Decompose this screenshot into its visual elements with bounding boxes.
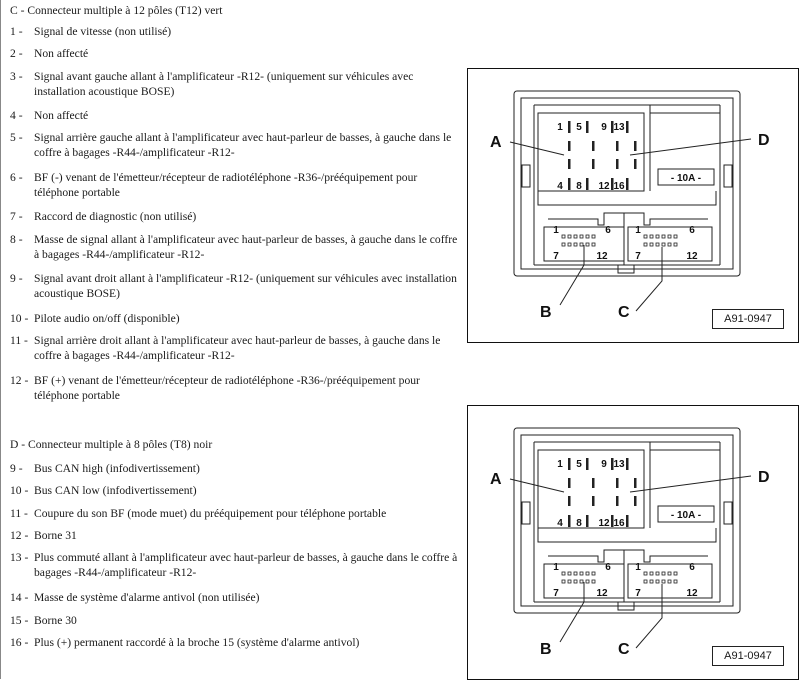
pin-number: 11 - — [10, 334, 28, 347]
pin-item — [10, 24, 465, 39]
pin-number: 14 - — [10, 591, 29, 604]
pin-label: 16 — [613, 181, 625, 192]
pin-item — [10, 461, 465, 476]
callout-b-label: B — [540, 304, 552, 321]
pin-number: 10 - — [10, 312, 29, 325]
pin-number: 8 - — [10, 233, 23, 246]
pin-label: 12 — [598, 181, 610, 192]
pin-label: 6 — [605, 225, 611, 236]
pin-number: 9 - — [10, 462, 23, 475]
pin-item — [10, 130, 465, 160]
connector-figure — [467, 405, 799, 680]
callout-b-label: B — [540, 641, 552, 658]
pin-description: Signal avant gauche allant à l'amplificateur -R12- (uniquement sur véhicules avec installation acoustique BOSE) — [34, 70, 414, 98]
pin-label: 6 — [689, 225, 695, 236]
pin-label: 8 — [576, 181, 582, 192]
pin-description: Signal arrière droit allant à l'amplificateur avec haut-parleur de basses, à gauche dans le coffre à bagages -R44-/amplificateur -R12- — [34, 334, 441, 362]
fuse-label: - 10A - — [670, 510, 702, 521]
pin-item — [10, 46, 465, 61]
callout-d-label: D — [758, 132, 770, 149]
pin-label: 12 — [598, 518, 610, 529]
pin-label: 9 — [601, 459, 607, 470]
pin-number: 7 - — [10, 210, 23, 223]
pin-label: 1 — [553, 562, 559, 573]
connector-diagram — [468, 69, 798, 342]
connector-diagram — [468, 406, 798, 679]
pin-label: 1 — [635, 225, 641, 236]
pin-description: Signal avant droit allant à l'amplificateur -R12- (uniquement sur véhicules avec installation acoustique BOSE) — [34, 272, 457, 300]
pin-item — [10, 635, 465, 650]
connector-bc-pin-holes — [562, 235, 677, 246]
callout-a-label: A — [490, 471, 502, 488]
pin-description: Non affecté — [34, 47, 89, 60]
pin-label: 5 — [576, 122, 582, 133]
pin-item — [10, 170, 465, 200]
pin-label: 7 — [635, 588, 641, 599]
section-c-title: C - Connecteur multiple à 12 pôles (T12) vert — [10, 4, 223, 17]
pin-item — [10, 373, 465, 403]
pin-number: 9 - — [10, 272, 23, 285]
pin-item — [10, 483, 465, 498]
pin-label: 4 — [557, 518, 563, 529]
pin-item — [10, 232, 465, 262]
pin-number: 2 - — [10, 47, 23, 60]
callout-lines — [510, 476, 751, 648]
pin-item — [10, 333, 465, 363]
pin-label: 7 — [553, 251, 559, 262]
fuse-label: - 10A - — [670, 173, 702, 184]
pin-item — [10, 613, 465, 628]
figure-reference: A91-0947 — [712, 646, 784, 666]
pin-label: 5 — [576, 459, 582, 470]
pin-label: 13 — [613, 459, 625, 470]
pin-description: BF (-) venant de l'émetteur/récepteur de radiotéléphone -R36-/prééquipement pour téléphone portable — [34, 171, 418, 199]
pin-description: Masse de système d'alarme antivol (non utilisée) — [34, 591, 260, 604]
pin-number: 11 - — [10, 507, 28, 520]
pin-number: 4 - — [10, 109, 23, 122]
pin-description: Non affecté — [34, 109, 89, 122]
pin-item — [10, 209, 465, 224]
pin-label: 12 — [686, 251, 698, 262]
pin-item — [10, 550, 465, 580]
pin-item — [10, 271, 465, 301]
pin-description: Signal arrière gauche allant à l'amplificateur avec haut-parleur de basses, à gauche dans le coffre à bagages -R44-/amplificateur -R12- — [34, 131, 452, 159]
pin-description: Coupure du son BF (mode muet) du prééquipement pour téléphone portable — [34, 507, 387, 520]
pin-description: Plus commuté allant à l'amplificateur avec haut-parleur de basses, à gauche dans le coffre à bagages -R44-/amplificateur -R12- — [34, 551, 458, 579]
pin-description: Masse de signal allant à l'amplificateur avec haut-parleur de basses, à gauche dans le coffre à bagages -R44-/amplificateur -R12- — [34, 233, 458, 261]
pin-label: 1 — [635, 562, 641, 573]
connector-figure — [467, 68, 799, 343]
pin-number: 15 - — [10, 614, 29, 627]
pin-number: 12 - — [10, 529, 29, 542]
pin-description: Bus CAN low (infodivertissement) — [34, 484, 197, 497]
pin-label: 4 — [557, 181, 563, 192]
pin-item — [10, 506, 465, 521]
pin-item — [10, 528, 465, 543]
pin-description: Borne 31 — [34, 529, 77, 542]
pin-number: 6 - — [10, 171, 23, 184]
pin-item — [10, 311, 465, 326]
pin-description: Raccord de diagnostic (non utilisé) — [34, 210, 197, 223]
pin-label: 7 — [635, 251, 641, 262]
callout-c-label: C — [618, 304, 630, 321]
pin-label: 1 — [553, 225, 559, 236]
pin-description: Bus CAN high (infodivertissement) — [34, 462, 200, 475]
pin-item — [10, 108, 465, 123]
pin-description: Signal de vitesse (non utilisé) — [34, 25, 172, 38]
figure-reference: A91-0947 — [712, 309, 784, 329]
pin-number: 5 - — [10, 131, 23, 144]
pin-label: 6 — [689, 562, 695, 573]
pin-description: Plus (+) permanent raccordé à la broche 15 (système d'alarme antivol) — [34, 636, 360, 649]
connector-bc-pin-holes — [562, 572, 677, 583]
pin-item — [10, 590, 465, 605]
pin-label: 1 — [557, 459, 563, 470]
pin-description: BF (+) venant de l'émetteur/récepteur de radiotéléphone -R36-/prééquipement pour téléphone portable — [34, 374, 420, 402]
pin-label: 1 — [557, 122, 563, 133]
pin-description: Borne 30 — [34, 614, 77, 627]
pin-item — [10, 69, 465, 99]
callout-d-label: D — [758, 469, 770, 486]
pin-label: 12 — [686, 588, 698, 599]
pin-number: 10 - — [10, 484, 29, 497]
section-d-title: D - Connecteur multiple à 8 pôles (T8) noir — [10, 438, 213, 451]
pin-number: 13 - — [10, 551, 29, 564]
pin-label: 9 — [601, 122, 607, 133]
callout-c-label: C — [618, 641, 630, 658]
pin-label: 12 — [596, 251, 608, 262]
pin-description: Pilote audio on/off (disponible) — [34, 312, 180, 325]
pin-label: 16 — [613, 518, 625, 529]
page-left-rule — [0, 0, 1, 679]
callout-lines — [510, 139, 751, 311]
pin-number: 12 - — [10, 374, 29, 387]
pin-number: 1 - — [10, 25, 23, 38]
pin-label: 7 — [553, 588, 559, 599]
pin-label: 12 — [596, 588, 608, 599]
pin-label: 8 — [576, 518, 582, 529]
pin-number: 16 - — [10, 636, 29, 649]
pin-number: 3 - — [10, 70, 23, 83]
callout-a-label: A — [490, 134, 502, 151]
pin-label: 13 — [613, 122, 625, 133]
pin-label: 6 — [605, 562, 611, 573]
